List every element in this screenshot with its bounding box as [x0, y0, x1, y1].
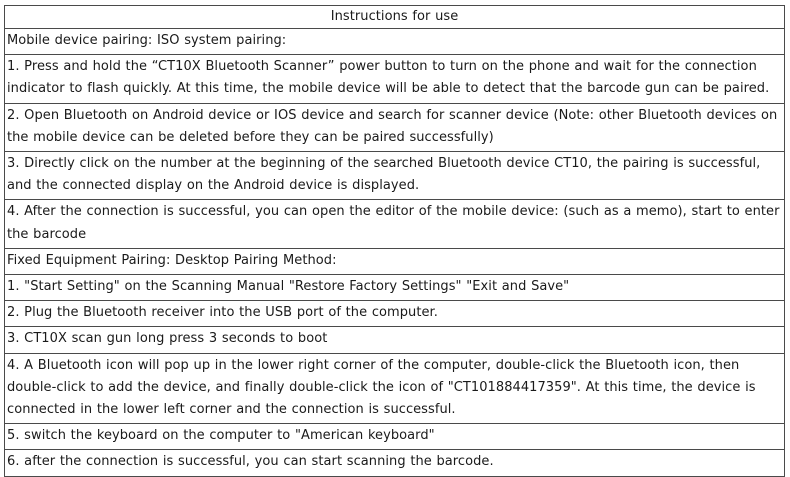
- instruction-cell: 4. After the connection is successful, you can open the editor of the mobile device: (such as a memo), start to enter the barcode: [5, 200, 785, 248]
- table-row: [5, 301, 785, 327]
- table-row: [5, 29, 785, 55]
- table-row: [5, 450, 785, 476]
- instruction-cell: 1. Press and hold the “CT10X Bluetooth Scanner” power button to turn on the phone and wait for the connection indicator to flash quickly. At this time, the mobile device will be able to detect that the barcode gun can be paired.: [5, 55, 785, 103]
- table-title: Instructions for use: [5, 6, 785, 29]
- instruction-cell: 3. Directly click on the number at the beginning of the searched Bluetooth device CT10, the pairing is successful, and the connected display on the Android device is displayed.: [5, 152, 785, 200]
- instructions-table: [4, 5, 785, 477]
- table-row: [5, 248, 785, 274]
- table-row: [5, 55, 785, 103]
- table-row: [5, 275, 785, 301]
- table-row: [5, 327, 785, 353]
- instruction-cell: 1. "Start Setting" on the Scanning Manual "Restore Factory Settings" "Exit and Save": [5, 275, 785, 301]
- instructions-sheet: [4, 5, 785, 477]
- instruction-cell: 2. Plug the Bluetooth receiver into the USB port of the computer.: [5, 301, 785, 327]
- instruction-cell: 6. after the connection is successful, you can start scanning the barcode.: [5, 450, 785, 476]
- instruction-cell: 2. Open Bluetooth on Android device or IOS device and search for scanner device (Note: other Bluetooth devices on the mobile device can be deleted before they can be paired successfully): [5, 103, 785, 151]
- table-row: [5, 353, 785, 424]
- table-header-row: [5, 6, 785, 29]
- section-heading-desktop-pairing: Fixed Equipment Pairing: Desktop Pairing Method:: [5, 248, 785, 274]
- section-heading-mobile-pairing: Mobile device pairing: ISO system pairing:: [5, 29, 785, 55]
- table-row: [5, 200, 785, 248]
- instruction-cell: 4. A Bluetooth icon will pop up in the lower right corner of the computer, double-click the Bluetooth icon, then double-click to add the device, and finally double-click the icon of "CT101884417359". At this time, the device is connected in the lower left corner and the connection is successful.: [5, 353, 785, 424]
- instruction-cell: 5. switch the keyboard on the computer to "American keyboard": [5, 424, 785, 450]
- instruction-cell: 3. CT10X scan gun long press 3 seconds to boot: [5, 327, 785, 353]
- table-row: [5, 424, 785, 450]
- table-row: [5, 103, 785, 151]
- table-row: [5, 152, 785, 200]
